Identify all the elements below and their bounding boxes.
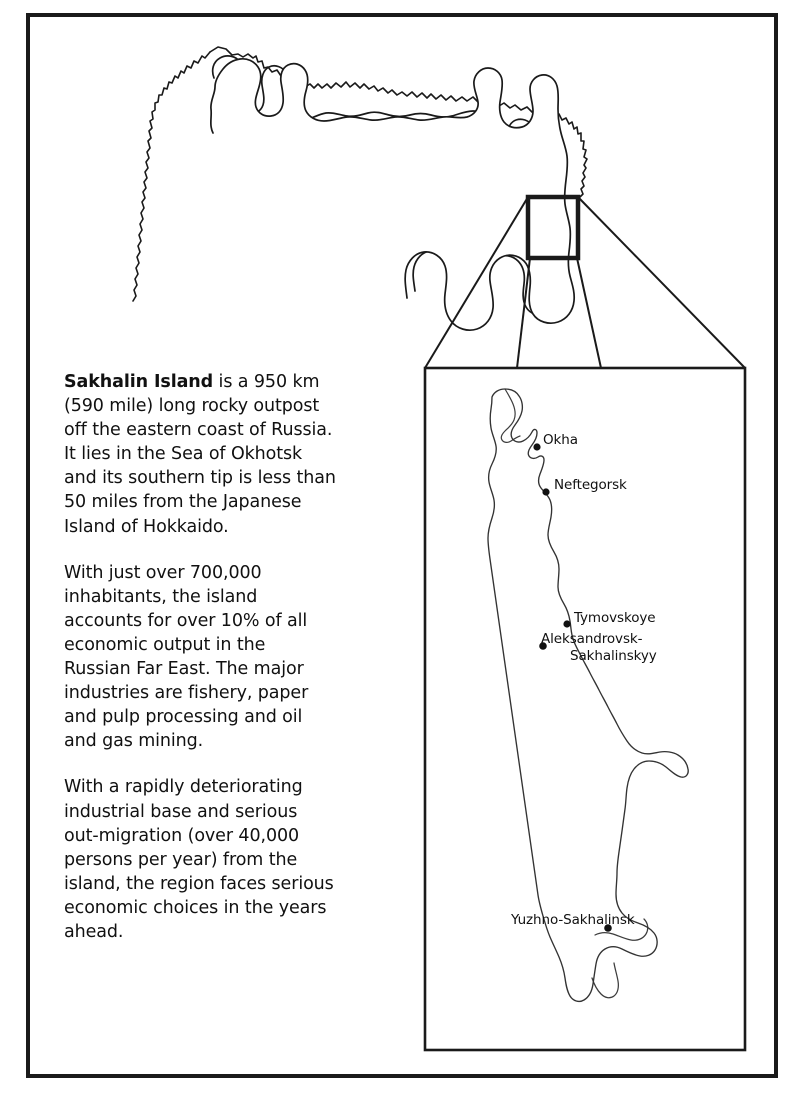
paragraph-1-body: is a 950 km (590 mile) long rocky outpost off the eastern coast of Russia. It lies in the Sea of Okhotsk and its southern tip is less than 50 miles from the Japanese Island of Hokkaido. [64,372,336,537]
city-label-okha: Okha [543,432,578,448]
paragraph-3: With a rapidly deteriorating industrial base and serious out-migration (over 40,000 persons per year) from the island, the region faces serious economic choices in the years ahead. [64,777,334,942]
city-dot-okha [533,443,540,450]
city-dot-tymovskoye [563,620,570,627]
city-label-yuzhno-sakhalinsk: Yuzhno-Sakhalinsk [511,912,635,928]
city-dot-neftegorsk [542,488,549,495]
lead-term: Sakhalin Island [64,372,214,392]
city-label-aleksandrovsk: Aleksandrovsk- [541,631,643,647]
article-text [64,370,336,944]
city-label-neftegorsk: Neftegorsk [554,477,627,493]
city-label-sakhalinskyy: Sakhalinskyy [570,648,657,664]
city-label-tymovskoye: Tymovskoye [574,610,656,626]
paragraph-2: With just over 700,000 inhabitants, the island accounts for over 10% of all economic output in the Russian Far East. The major industries are fishery, paper and pulp processing and oil and gas mining. [64,562,309,752]
paragraph-1 [64,370,336,539]
